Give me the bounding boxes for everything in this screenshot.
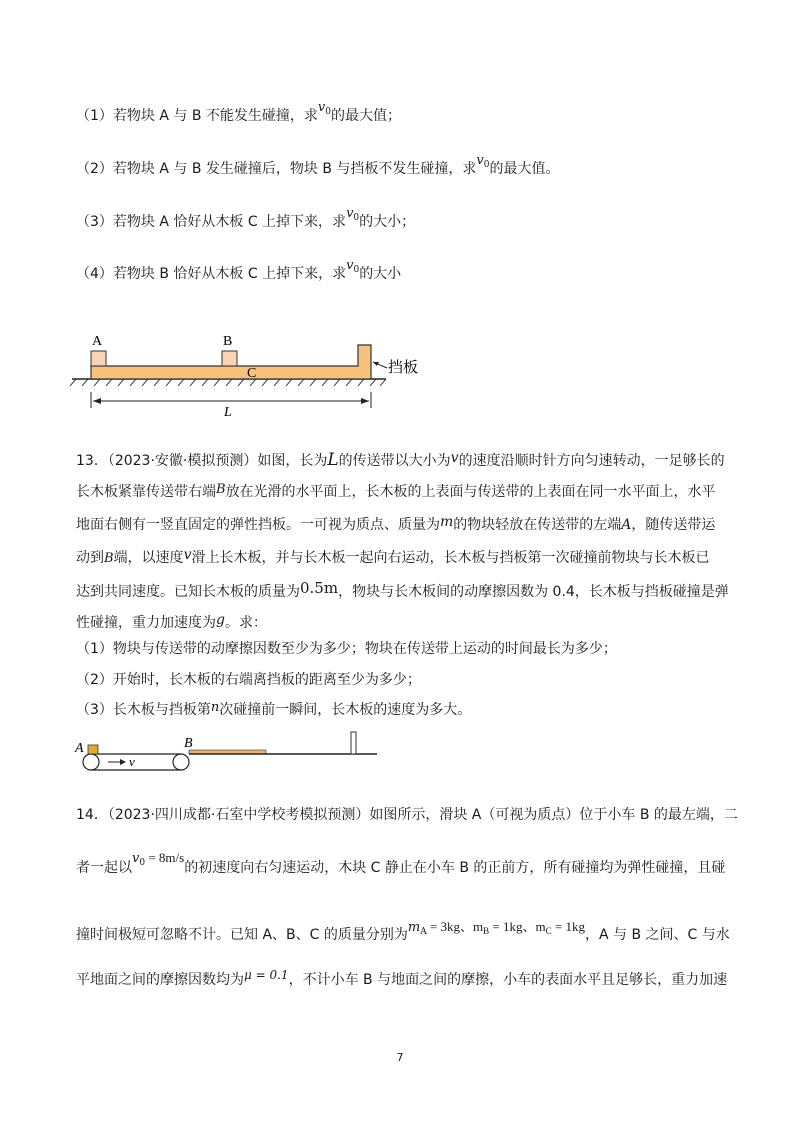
v0-symbol: $v_0$ — [476, 153, 490, 170]
v0-symbol: $v_0$ — [317, 100, 331, 117]
label-b: B — [223, 334, 233, 349]
q13-line4: 动到B端，以速度v滑上长木板，并与长木板一起向右运动，长木板与挡板第一次碰撞前物块与长木板已 — [76, 547, 710, 566]
q14-line3: 撞时间极短可忽略不计。已知 A、B、C 的质量分别为$m_A = 3kg$、$m_B = 1kg$、$m_C = 1kg$，A 与 B 之间、C 与水 — [76, 919, 730, 943]
q13-conveyor-figure — [74, 730, 386, 776]
q14-line1: 14．（2023·四川成都·石室中学校考模拟预测）如图所示，滑块 A（可视为质点）位于小车 B 的最左端，二 — [76, 807, 738, 823]
label-a: A — [92, 334, 103, 349]
q14-line2: 者一起以$v_0 = 8m/s$的初速度向右匀速运动，木块 C 静止在小车 B 的正前方，所有碰撞均为弹性碰撞，且碰 — [76, 850, 726, 876]
left-roller — [83, 754, 99, 770]
q12-part4: （4）若物块 B 恰好从木板 C 上掉下来，求$v_0$的大小 — [76, 258, 402, 282]
label-v: v — [129, 754, 135, 769]
mu-value: μ = 0.1 — [244, 968, 289, 982]
label-b: B — [184, 736, 193, 751]
mass-values: $m_A = 3kg$、$m_B = 1kg$、$m_C = 1kg$ — [407, 919, 585, 937]
right-roller — [173, 754, 189, 770]
q12-board-figure — [68, 326, 438, 418]
block-a — [91, 351, 106, 366]
v0-symbol: $v_0$ — [346, 206, 360, 223]
v0-symbol: $v_0$ — [346, 258, 360, 275]
q12-part2: （2）若物块 A 与 B 发生碰撞后，物块 B 与挡板不发生碰撞，求$v_0$的最大值。 — [76, 153, 560, 177]
q13-line3: 地面右侧有一竖直固定的弹性挡板。一可视为质点、质量为m的物块轻放在传送带的左端A，随传送带运 — [76, 514, 716, 533]
q13-line2: 长木板紧靠传送带右端B放在光滑的水平面上，长木板的上表面与传送带的上表面在同一水平面上，水平 — [76, 482, 716, 500]
label-l: L — [224, 405, 232, 418]
baffle — [351, 732, 356, 754]
q13-sub1: （1）物块与传送带的动摩擦因数至少为多少；物块在传送带上运动的时间最长为多少； — [76, 641, 617, 657]
q12-part3: （3）若物块 A 恰好从木板 C 上掉下来，求$v_0$的大小； — [76, 206, 416, 230]
label-c: C — [247, 366, 257, 381]
block-a — [88, 745, 98, 754]
page-number: 7 — [396, 1051, 404, 1064]
q12-part1: （1）若物块 A 与 B 不能发生碰撞，求$v_0$的最大值； — [76, 100, 401, 124]
q13-line5: 达到共同速度。已知长木板的质量为0.5m，物块与长木板间的动摩擦因数为 0.4，长木板与挡板碰撞是弹 — [76, 579, 729, 600]
label-a: A — [75, 741, 84, 756]
q13-line6: 性碰撞，重力加速度为g。求： — [76, 612, 267, 631]
q13-sub3: （3）长木板与挡板第n次碰撞前一瞬间，长木板的速度为多大。 — [76, 700, 472, 718]
q13-sub2: （2）开始时，长木板的右端离挡板的距离至少为多少； — [76, 672, 421, 688]
v0-equation: $v_0 = 8m/s$ — [132, 850, 185, 868]
label-baffle: 挡板 — [388, 358, 419, 376]
q13-line1: 13．（2023·安徽·模拟预测）如图，长为L的传送带以大小为v的速度沿顺时针方向匀速转动，一足够长的 — [76, 450, 725, 470]
q14-line4: 平地面之间的摩擦因数均为μ = 0.1，不计小车 B 与地面之间的摩擦，小车的表面水平且足够长，重力加速 — [76, 968, 728, 988]
block-b — [222, 351, 237, 366]
